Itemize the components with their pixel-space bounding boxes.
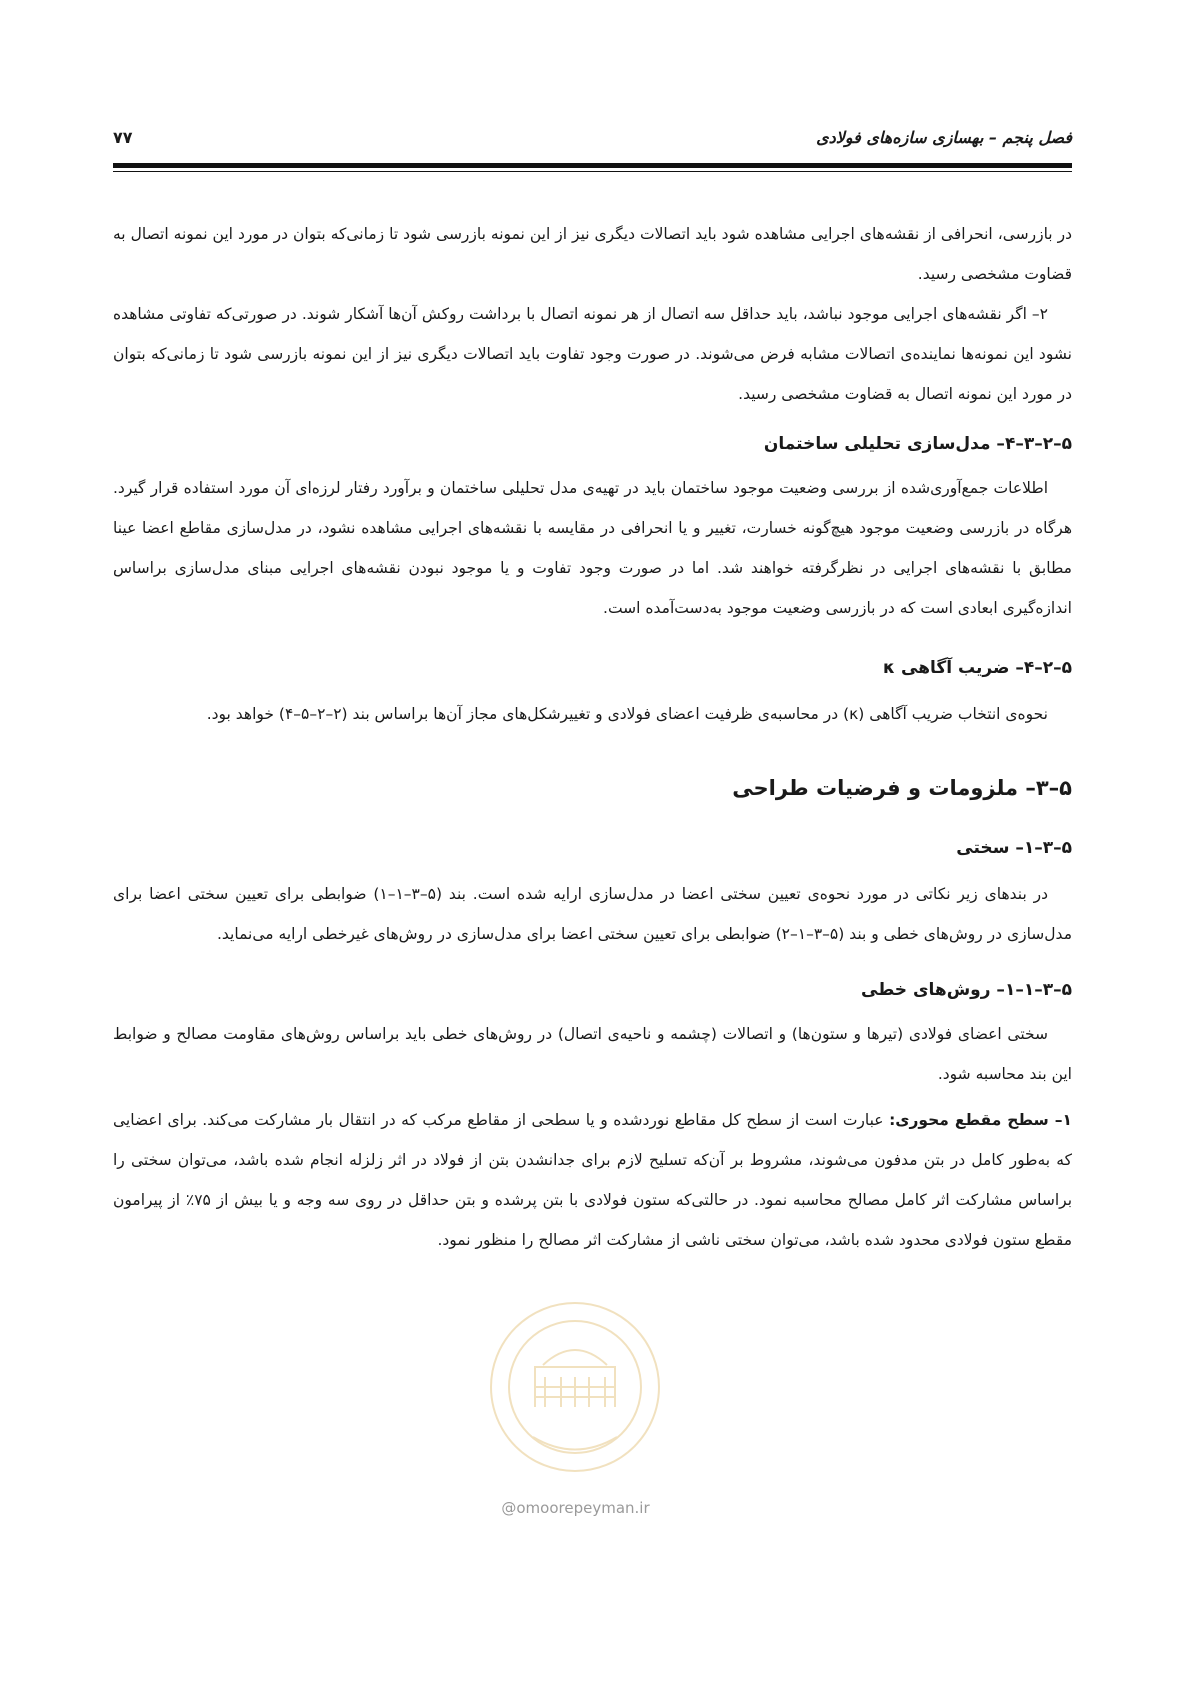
heading-stiffness: ۵–۳–۱– سختی <box>956 838 1072 858</box>
paragraph-stiffness: در بندهای زیر نکاتی در مورد نحوه‌ی تعیین سختی اعضا در مدل‌سازی ارایه شده است. بند (۵–۳–۱–۱) ضوابطی برای تعیین سختی اعضا برای مدل‌سازی در روش‌های خطی و بند (۵–۳–۱–۲) ضوابطی برای تعیین سختی اعضا برای مدل‌سازی در روش‌های غیرخطی ارایه می‌نماید. <box>113 885 1072 943</box>
paragraph-inspection-deviation: در بازرسی، انحرافی از نقشه‌های اجرایی مشاهده شود باید اتصالات دیگری نیز از این نمونه بازرسی شود تا زمانی‌که بتوان در مورد این نمونه اتصال به قضاوت مشخصی رسید. <box>113 225 1072 283</box>
heading-knowledge-factor: ۵–۲–۴– ضریب آگاهی κ <box>883 658 1072 678</box>
paragraph-axial-area <box>113 1100 1072 1260</box>
paragraph-knowledge-factor: نحوه‌ی انتخاب ضریب آگاهی (κ) در محاسبه‌ی ظرفیت اعضای فولادی و تغییرشکل‌های مجاز آن‌ها براساس بند (۲–۲–۵–۴) خواهد بود. <box>206 705 1048 723</box>
paragraph-no-drawings: ۲– اگر نقشه‌های اجرایی موجود نباشد، باید حداقل سه اتصال از هر نمونه اتصال با برداشت روکش آن‌ها آشکار شوند. در صورتی‌که تفاوتی مشاهده نشود این نمونه‌ها نماینده‌ی اتصالات مشابه فرض می‌شوند. در صورت وجود تفاوت باید اتصالات دیگری نیز از این نمونه بازرسی شود تا زمانی‌که بتوان در مورد این نمونه اتصال به قضاوت مشخصی رسید. <box>113 305 1072 403</box>
page-header <box>113 128 1072 154</box>
axial-area-text: عبارت است از سطح کل مقاطع نوردشده و یا سطحی از مقاطع مرکب که در انتقال بار مشارکت می‌کند. برای اعضایی که به‌طور کامل در بتن مدفون می‌شوند، مشروط بر آن‌که تسلیح لازم برای جدانشدن بتن از فولاد در اثر زلزله انجام شده باشد، می‌توان سختی را براساس مشارکت اثر کامل مصالح محاسبه نمود. در حالتی‌که ستون فولادی با بتن پرشده و بتن حداقل در روی سه وجه و یا بیش از ۷۵٪ از پیرامون مقطع ستون فولادی محدود شده باشد، می‌توان سختی ناشی از مشارکت اثر مصالح را منظور نمود. <box>113 1111 1073 1249</box>
page-number: ۷۷ <box>113 128 133 147</box>
paragraph-linear-methods: سختی اعضای فولادی (تیرها و ستون‌ها) و اتصالات (چشمه و ناحیه‌ی اتصال) در روش‌های خطی باید براساس روش‌های مقاومت مصالح و ضوابط این بند محاسبه شود. <box>113 1025 1072 1083</box>
watermark <box>483 1287 668 1527</box>
heading-linear-methods: ۵–۳–۱–۱– روش‌های خطی <box>861 980 1072 1000</box>
header-rule-thin <box>113 171 1072 172</box>
page-body <box>113 214 1072 1260</box>
watermark-text: @omoorepeyman.ir <box>501 1499 650 1517</box>
chapter-title: فصل پنجم – بهسازی سازه‌های فولادی <box>816 128 1072 147</box>
heading-design-requirements: ۵–۳– ملزومات و فرضیات طراحی <box>732 776 1072 800</box>
term-axial-area: ۱– سطح مقطع محوری: <box>889 1111 1072 1129</box>
heading-analytical-modeling: ۵–۲–۳–۴– مدل‌سازی تحلیلی ساختمان <box>763 434 1072 454</box>
paragraph-modeling: اطلاعات جمع‌آوری‌شده از بررسی وضعیت موجود ساختمان باید در تهیه‌ی مدل تحلیلی ساختمان و برآورد رفتار لرزه‌ای آن مورد استفاده قرار گیرد. هرگاه در بازرسی وضعیت موجود هیچ‌گونه خسارت، تغییر و یا انحرافی در مقایسه با نقشه‌های اجرایی مشاهده نشود، در مدل‌سازی مقاطع اعضا عینا مطابق با نقشه‌های اجرایی در نظرگرفته خواهند شد. اما در صورت وجود تفاوت و یا موجود نبودن نقشه‌های اجرایی مبنای مدل‌سازی براساس اندازه‌گیری ابعادی است که در بازرسی وضعیت موجود به‌دست‌آمده است. <box>113 479 1072 617</box>
watermark-seal-icon <box>483 1287 668 1492</box>
header-rule-thick <box>113 163 1072 168</box>
